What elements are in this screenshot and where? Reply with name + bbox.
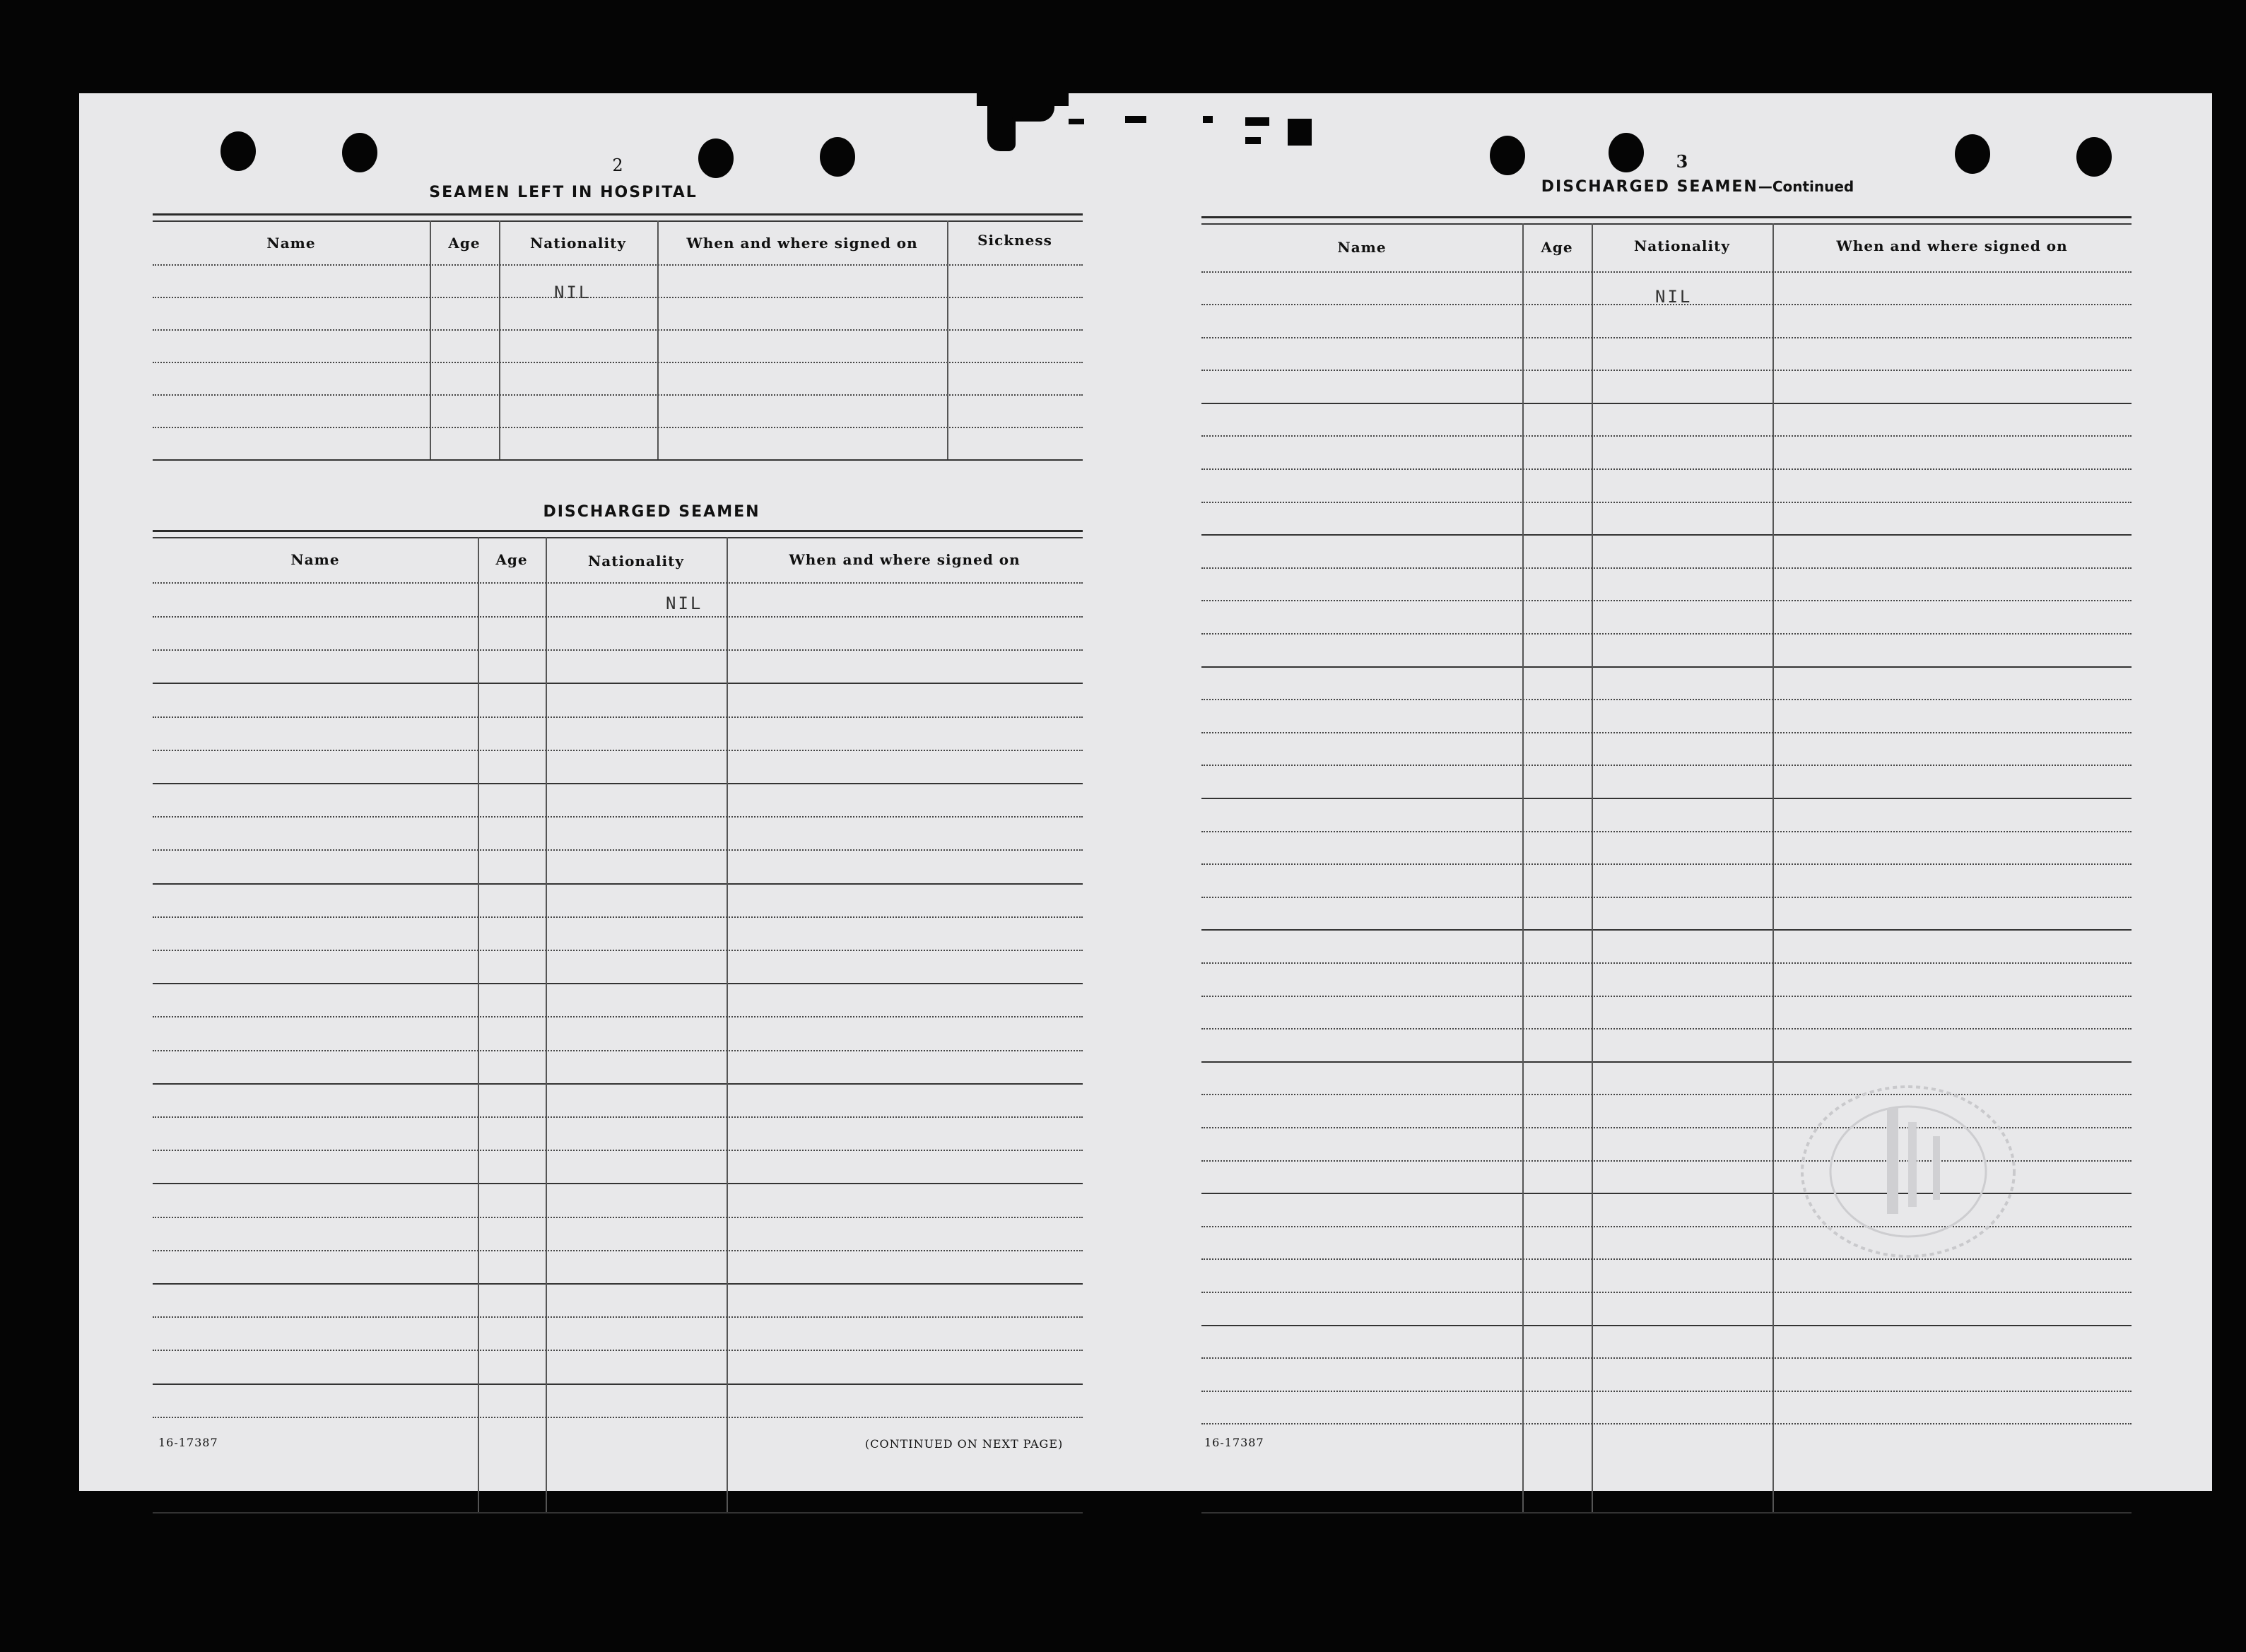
row-rule [153, 716, 1083, 718]
column-rule [546, 537, 547, 1512]
row-rule [1201, 996, 2132, 997]
row-rule [153, 1150, 1083, 1151]
row-rule [1201, 962, 2132, 964]
row-rule [153, 1217, 1083, 1218]
right-page [1139, 93, 2212, 1491]
row-rule [1201, 370, 2132, 371]
column-rule [478, 537, 479, 1512]
row-rule [153, 983, 1083, 984]
page-number: 3 [1676, 151, 1688, 172]
row-rule [153, 649, 1083, 651]
column-rule [947, 220, 948, 459]
column-header-nationality: Nationality [1634, 237, 1730, 254]
row-rule [153, 950, 1083, 951]
row-rule [1201, 765, 2132, 766]
row-rule [1201, 831, 2132, 832]
row-rule [153, 1316, 1083, 1318]
row-rule [153, 1183, 1083, 1184]
discharged-continued-table [1201, 216, 2132, 1530]
row-rule [1201, 567, 2132, 569]
header-rule [153, 264, 1083, 266]
faint-stamp [1767, 1080, 2035, 1263]
bottom-rule [1201, 1512, 2132, 1514]
page-number: 2 [612, 155, 623, 175]
row-rule [153, 683, 1083, 684]
column-rule [499, 220, 500, 459]
nationality-entry: NIL [554, 283, 592, 302]
row-rule [153, 394, 1083, 396]
row-rule [1201, 798, 2132, 799]
row-rule [153, 849, 1083, 851]
row-rule [153, 1350, 1083, 1351]
row-rule [153, 883, 1083, 885]
column-header-name: Name [290, 551, 340, 568]
column-header-age: Age [495, 551, 528, 568]
row-rule [1201, 337, 2132, 338]
row-rule [1201, 1391, 2132, 1392]
row-rule [153, 1250, 1083, 1251]
row-rule [153, 750, 1083, 751]
bottom-rule [153, 1512, 1083, 1514]
section-title-hospital: SEAMEN LEFT IN HOSPITAL [429, 184, 698, 201]
continued-note: (CONTINUED ON NEXT PAGE) [865, 1437, 1064, 1451]
column-header-signed-on: When and where signed on [789, 551, 1021, 568]
row-rule [153, 1116, 1083, 1118]
row-rule [153, 916, 1083, 918]
row-rule [1201, 897, 2132, 898]
row-rule [1201, 534, 2132, 536]
column-header-sickness: Sickness [977, 232, 1052, 249]
section-title-text: DISCHARGED SEAMEN [1541, 178, 1758, 196]
column-rule [727, 537, 728, 1512]
left-page [79, 93, 1139, 1491]
nationality-entry: NIL [666, 594, 703, 613]
row-rule [153, 362, 1083, 363]
row-rule [1201, 699, 2132, 700]
row-rule [153, 297, 1083, 298]
row-rule [153, 783, 1083, 784]
row-rule [1201, 1061, 2132, 1063]
discharged-table [153, 530, 1083, 1526]
form-number: 16-17387 [1204, 1436, 1264, 1449]
row-rule [1201, 304, 2132, 305]
section-title-suffix: —Continued [1758, 178, 1854, 195]
table-top-rule [153, 213, 1083, 222]
row-rule [1201, 1325, 2132, 1326]
row-rule [1201, 1357, 2132, 1359]
row-rule [1201, 600, 2132, 601]
column-rule [657, 220, 659, 459]
column-rule [1592, 223, 1593, 1512]
row-rule [1201, 435, 2132, 437]
row-rule [153, 1083, 1083, 1085]
header-rule [1201, 271, 2132, 273]
column-header-age: Age [1541, 239, 1573, 256]
row-rule [153, 1050, 1083, 1051]
hospital-table [153, 213, 1083, 581]
row-rule [153, 1417, 1083, 1418]
section-title-discharged: DISCHARGED SEAMEN [543, 503, 760, 521]
row-rule [1201, 1028, 2132, 1029]
row-rule [1201, 1423, 2132, 1424]
column-rule [1772, 223, 1774, 1512]
row-rule [1201, 1292, 2132, 1293]
row-rule [1201, 468, 2132, 470]
form-number: 16-17387 [158, 1436, 218, 1449]
row-rule [153, 816, 1083, 818]
row-rule [1201, 666, 2132, 668]
row-rule [1201, 863, 2132, 865]
column-header-signed-on: When and where signed on [1836, 237, 2068, 254]
row-rule [153, 1383, 1083, 1385]
row-rule [1201, 403, 2132, 404]
row-rule [153, 427, 1083, 428]
document-sheet [79, 93, 2212, 1491]
row-rule [153, 329, 1083, 331]
row-rule [153, 1283, 1083, 1285]
bottom-rule [153, 459, 1083, 461]
column-header-nationality: Nationality [530, 235, 626, 252]
table-top-rule [1201, 216, 2132, 225]
column-rule [430, 220, 431, 459]
row-rule [1201, 929, 2132, 931]
column-header-signed-on: When and where signed on [686, 235, 918, 252]
row-rule [153, 1016, 1083, 1017]
column-header-age: Age [448, 235, 481, 252]
column-header-nationality: Nationality [588, 553, 684, 570]
column-header-name: Name [1337, 239, 1387, 256]
header-rule [153, 582, 1083, 584]
column-rule [1522, 223, 1524, 1512]
row-rule [1201, 633, 2132, 635]
section-title-discharged-continued [1507, 178, 1888, 196]
row-rule [1201, 502, 2132, 503]
table-top-rule [153, 530, 1083, 538]
row-rule [1201, 732, 2132, 733]
row-rule [153, 616, 1083, 618]
column-header-name: Name [266, 235, 316, 252]
nationality-entry: NIL [1655, 287, 1693, 307]
